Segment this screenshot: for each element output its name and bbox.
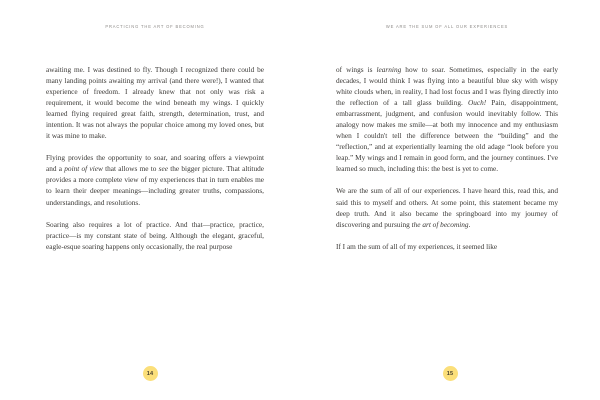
folio-right	[300, 366, 600, 381]
emphasis-text: learning	[376, 65, 402, 74]
body-text: Soaring also requires a lot of practice. And that—practice, practice, practice—is my constant state of being. Although the elegant, graceful, eagle-esque soaring happens only occasionally, the real purpose	[46, 219, 264, 251]
left-page-text-column	[46, 64, 264, 252]
body-text: how to soar. Sometimes, especially in the early decades, I would think I was flying into a beautiful blue sky with wispy white clouds when, in reality, I had lost focus and I was flying directly into the reflection of a tall glass building.	[336, 65, 559, 108]
emphasis-text: point of view	[64, 164, 103, 174]
right-page-text-column	[336, 64, 558, 252]
paragraph	[336, 64, 558, 174]
body-text: If I am the sum of all of my experiences, it seemed like	[336, 241, 498, 251]
body-text: .	[468, 219, 471, 229]
running-head-right: WE ARE THE SUM OF ALL OUR EXPERIENCES	[385, 24, 509, 29]
emphasis-text: Ouch!	[467, 98, 487, 108]
body-text: Pain, disappointment, embarrassment, judgment, and confusion would inevitably follow. This analogy now makes me smile—at both my innocence and my enthusiasm when I couldn't tell the difference between the “building” and the “reflection,” and at experientially learning the old adage “look before you leap.” My wings and I remain in good form, and the journey continues. I've learned so much, including this: the best is yet to come.	[336, 98, 558, 174]
emphasis-text: see	[158, 164, 168, 174]
body-text: We are the sum of all of our experiences. I have heard this, read this, and said this to myself and others. At some point, this statement became my deep truth. And it also became the springboard into my journey of discovering and pursuing	[336, 186, 558, 229]
folio-left	[0, 366, 300, 381]
body-text: of wings is	[336, 65, 377, 74]
paragraph	[46, 152, 264, 207]
paragraph	[46, 219, 264, 252]
emphasis-text: the art of becoming	[411, 219, 469, 229]
page-number-badge: 15	[443, 366, 458, 381]
body-text: that allows me to	[102, 164, 159, 174]
body-text: the bigger picture. That altitude provides a more complete view of my experiences that in turn enables me to learn their deeper meanings—including greater truths, compassions, understandings, and resolutions.	[46, 164, 264, 207]
right-page	[300, 0, 600, 400]
body-text: Flying provides the opportunity to soar, and soaring offers a viewpoint and a	[46, 153, 264, 174]
paragraph	[336, 185, 558, 229]
paragraph	[336, 241, 558, 252]
paragraph	[46, 64, 264, 141]
page-number-badge: 14	[143, 366, 158, 381]
body-text: awaiting me. I was destined to fly. Though I recognized there could be many landing points awaiting my arrival (and there were!), I wanted that experience of freedom. I already knew that not only was risk a requirement, it would become the wind beneath my wings. I quickly learned flying required great faith, strength, determination, trust, and intention. It was not always the popular choice among my loved ones, but it was mine to make.	[46, 65, 264, 141]
running-head-left: PRACTICING THE ART OF BECOMING	[105, 24, 205, 29]
